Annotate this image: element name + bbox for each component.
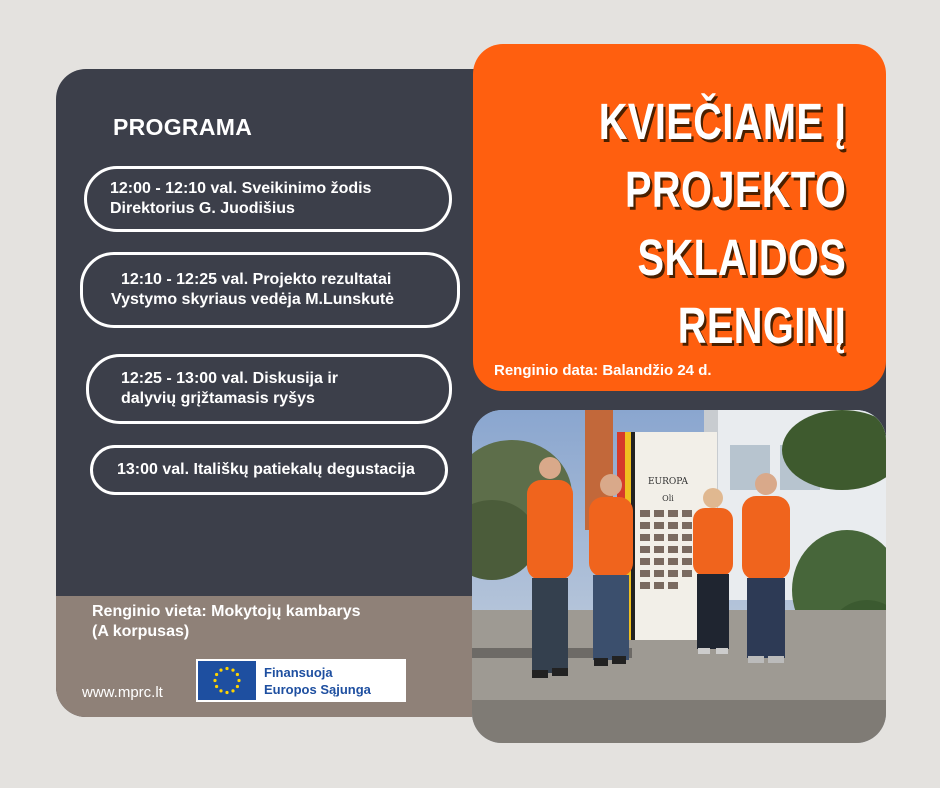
program-item-detail: Direktorius G. Juodišius <box>110 200 295 217</box>
program-title: PROGRAMA <box>113 114 253 140</box>
eu-funding-text <box>264 664 371 698</box>
headline <box>599 88 846 360</box>
invitation-box <box>473 44 886 391</box>
program-item-1 <box>84 166 452 232</box>
eu-flag-icon <box>198 661 256 700</box>
eu-funding-line: Europos Sąjunga <box>264 681 371 697</box>
group-photo-illustration <box>472 410 886 743</box>
website-link[interactable]: www.mprc.lt <box>82 684 163 701</box>
eu-funding-line: Finansuoja <box>264 664 333 680</box>
program-item-time: 12:00 - 12:10 val. Sveikinimo žodis <box>110 180 372 197</box>
board-subtitle: Oli <box>662 494 674 503</box>
program-item-detail: Vystymo skyriaus vedėja M.Lunskutė <box>111 291 395 308</box>
person-3 <box>693 488 733 654</box>
group-photo <box>472 410 886 743</box>
program-item-2 <box>80 252 460 328</box>
person-2 <box>589 474 633 666</box>
program-item-time: 12:25 - 13:00 val. Diskusija ir <box>121 370 339 387</box>
board-title: EUROPA <box>647 477 689 487</box>
venue-line: (A korpusas) <box>92 623 190 640</box>
headline-line: SKLAIDOS <box>637 229 846 286</box>
person-4 <box>742 473 790 663</box>
venue-line: Renginio vieta: Mokytojų kambarys <box>92 603 361 620</box>
event-date: Renginio data: Balandžio 24 d. <box>494 362 712 379</box>
program-item-time: 12:10 - 12:25 val. Projekto rezultatai <box>121 271 392 288</box>
program-item-detail: dalyvių grįžtamasis ryšys <box>121 390 315 407</box>
venue-info <box>92 602 361 642</box>
program-item-time: 13:00 val. Itališkų patiekalų degustacija <box>117 461 415 478</box>
program-item-3 <box>86 354 452 424</box>
headline-line: RENGINĮ <box>677 297 846 354</box>
person-1 <box>527 457 573 678</box>
program-item-4 <box>90 445 448 495</box>
headline-line: KVIEČIAME Į <box>598 93 846 150</box>
headline-line: PROJEKTO <box>624 161 846 218</box>
eu-funding-logo <box>196 659 406 702</box>
